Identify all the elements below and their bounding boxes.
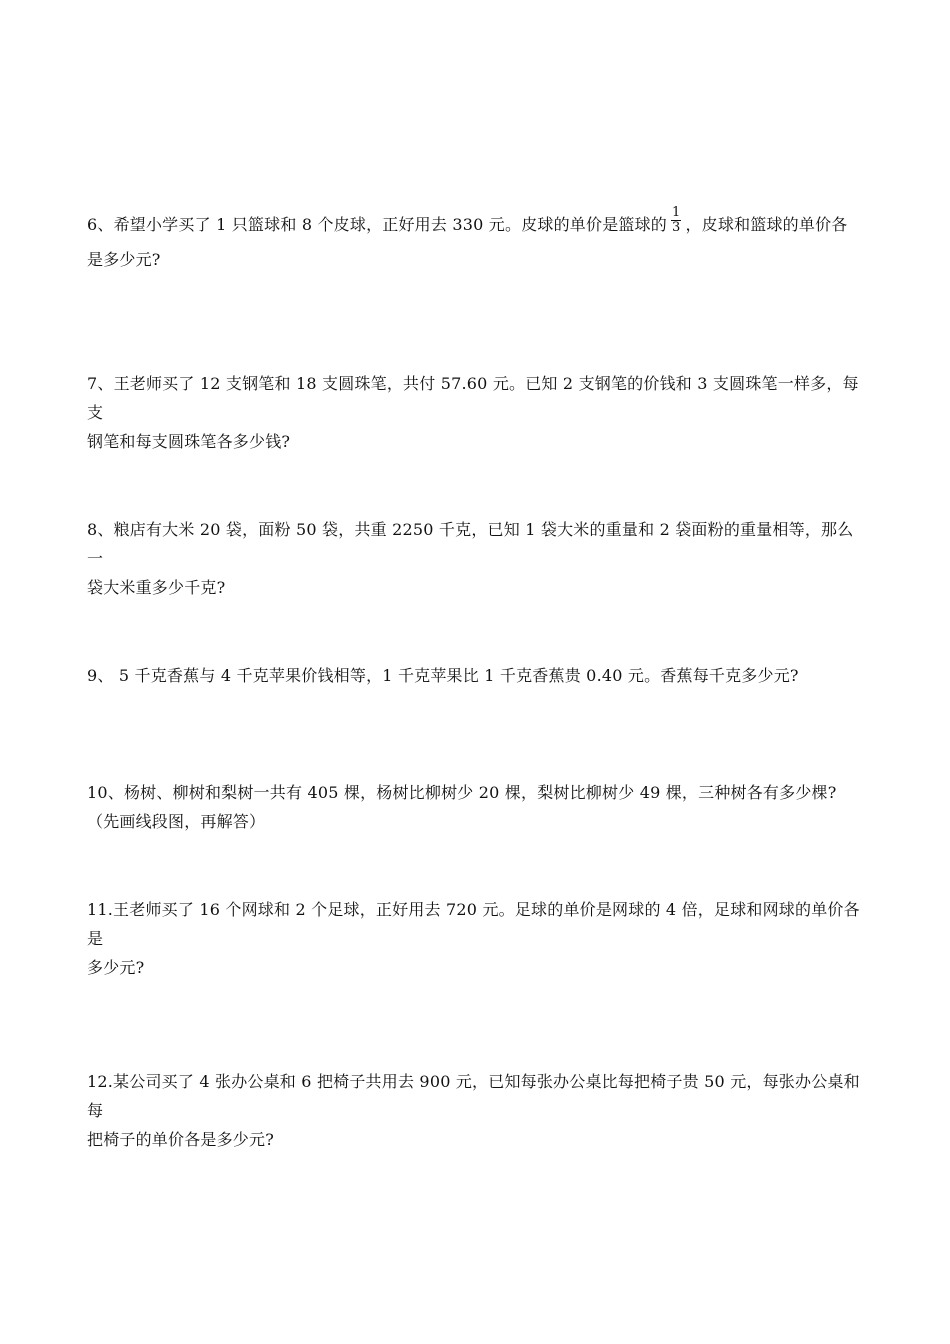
question-12-line-2: 把椅子的单价各是多少元? (87, 1130, 274, 1149)
question-8-line-1: 8、粮店有大米 20 袋，面粉 50 袋，共重 2250 千克，已知 1 袋大米的重量和 2 袋面粉的重量相等，那么一 (87, 520, 854, 568)
question-7-line-2: 钢笔和每支圆珠笔各多少钱? (87, 432, 291, 451)
question-10-line-2: （先画线段图，再解答） (87, 812, 266, 831)
question-11 (87, 895, 867, 982)
question-8 (87, 515, 867, 602)
question-11-line-1: 11.王老师买了 16 个网球和 2 个足球，正好用去 720 元。足球的单价是网球的 4 倍，足球和网球的单价各是 (87, 900, 860, 948)
question-7 (87, 369, 867, 456)
question-12 (87, 1067, 867, 1154)
fraction-one-third (671, 206, 681, 235)
question-9 (87, 661, 867, 690)
question-10 (87, 778, 867, 836)
question-6-line-2: 是多少元? (87, 250, 161, 269)
question-6 (87, 205, 867, 274)
fraction-numerator: 1 (672, 205, 681, 220)
question-12-line-1: 12.某公司买了 4 张办公桌和 6 把椅子共用去 900 元，已知每张办公桌比每把椅子贵 50 元，每张办公桌和每 (87, 1072, 860, 1120)
question-8-line-2: 袋大米重多少千克? (87, 578, 226, 597)
fraction-denominator: 3 (672, 220, 681, 235)
question-9-line-1: 9、 5 千克香蕉与 4 千克苹果价钱相等，1 千克苹果比 1 千克香蕉贵 0.40 元。香蕉每千克多少元? (87, 666, 799, 685)
question-6-text-part1: 6、希望小学买了 1 只篮球和 8 个皮球，正好用去 330 元。皮球的单价是篮球的 (87, 215, 667, 234)
question-7-line-1: 7、王老师买了 12 支钢笔和 18 支圆珠笔，共付 57.60 元。已知 2 支钢笔的价钱和 3 支圆珠笔一样多，每支 (87, 374, 859, 422)
question-6-text-part2: ，皮球和篮球的单价各 (685, 215, 848, 234)
question-10-line-1: 10、杨树、柳树和梨树一共有 405 棵，杨树比柳树少 20 棵，梨树比柳树少 49 棵，三种树各有多少棵? (87, 783, 837, 802)
question-11-line-2: 多少元? (87, 958, 145, 977)
